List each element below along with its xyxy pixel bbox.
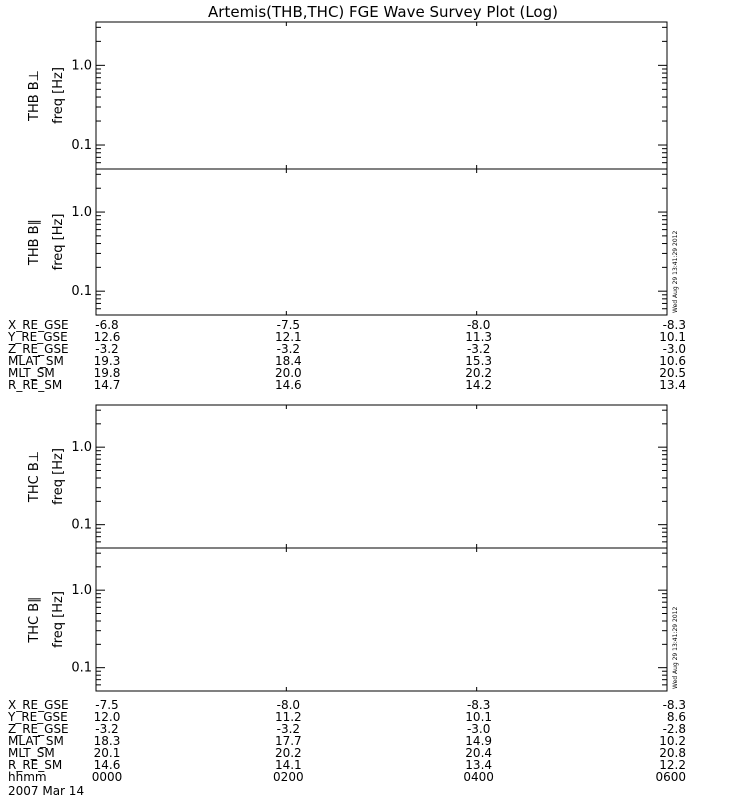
ephemeris-row-label: R_RE_SM xyxy=(8,758,63,772)
panel-unit-label: freq [Hz] xyxy=(51,591,66,648)
ephemeris-table-1 xyxy=(7,698,686,784)
ephemeris-row-label: hhmm xyxy=(8,770,47,784)
ephemeris-tables xyxy=(7,318,686,784)
ephemeris-value: 19.8 xyxy=(93,366,121,380)
ephemeris-value: 13.4 xyxy=(465,758,493,772)
ephemeris-value: 14.2 xyxy=(465,378,493,392)
ephemeris-value: 12.2 xyxy=(659,758,686,772)
ephemeris-value: 20.8 xyxy=(659,746,686,760)
ephemeris-value: -3.0 xyxy=(466,722,491,736)
ephemeris-row-label: Y_RE_GSE xyxy=(8,330,68,344)
ephemeris-value: 20.1 xyxy=(93,746,121,760)
panel-frame xyxy=(96,405,667,548)
y-tick-label: 0.1 xyxy=(71,138,92,154)
ephemeris-row-label: R_RE_SM xyxy=(8,378,63,392)
ephemeris-value: -8.0 xyxy=(466,318,491,332)
ephemeris-row-label: MLAT_SM xyxy=(8,734,64,748)
ephemeris-value: 20.0 xyxy=(274,366,302,380)
panel-0 xyxy=(27,22,667,169)
y-tick-label: 1.0 xyxy=(71,583,92,599)
ephemeris-value: -8.0 xyxy=(276,698,301,712)
ephemeris-value: 8.6 xyxy=(666,710,686,724)
panel-unit-label: freq [Hz] xyxy=(51,213,66,271)
ephemeris-row-label: X_RE_GSE xyxy=(8,318,69,332)
panel-probe-label: THC B∥ xyxy=(27,596,42,643)
panel-1 xyxy=(27,169,667,315)
ephemeris-value: 14.6 xyxy=(93,758,121,772)
y-tick-label: 1.0 xyxy=(71,205,92,221)
ephemeris-value: 12.1 xyxy=(274,330,302,344)
panel-unit-label: freq [Hz] xyxy=(51,448,66,505)
ephemeris-value: 20.4 xyxy=(465,746,493,760)
ephemeris-value: -7.5 xyxy=(276,318,301,332)
ephemeris-value: -3.0 xyxy=(662,342,686,356)
ephemeris-value: -8.3 xyxy=(662,318,686,332)
ephemeris-row-label: X_RE_GSE xyxy=(8,698,69,712)
ephemeris-value: 11.2 xyxy=(274,710,302,724)
ephemeris-value: -3.2 xyxy=(95,722,119,736)
figure-title: Artemis(THB,THC) FGE Wave Survey Plot (Log) xyxy=(208,3,558,21)
ephemeris-row-label: Z_RE_GSE xyxy=(8,342,69,356)
ephemeris-value: -3.2 xyxy=(276,722,301,736)
y-tick-label: 1.0 xyxy=(71,440,92,456)
panel-frame xyxy=(96,548,667,691)
ephemeris-value: 0200 xyxy=(273,770,304,784)
panel-3 xyxy=(27,548,667,691)
timestamp-label: Wed Aug 29 13:41:29 2012 xyxy=(672,606,679,689)
y-tick-label: 0.1 xyxy=(71,284,92,300)
ephemeris-value: -3.2 xyxy=(466,342,491,356)
ephemeris-value: -3.2 xyxy=(95,342,119,356)
ephemeris-row-label: MLT_SM xyxy=(8,746,55,760)
ephemeris-table-0 xyxy=(7,318,686,392)
ephemeris-value: 14.6 xyxy=(274,378,302,392)
ephemeris-value: 10.1 xyxy=(465,710,493,724)
panel-probe-label: THB B⊥ xyxy=(27,69,42,122)
ephemeris-value: -6.8 xyxy=(95,318,119,332)
ephemeris-value: 10.1 xyxy=(659,330,686,344)
ephemeris-value: 18.3 xyxy=(93,734,121,748)
panel-2 xyxy=(27,405,667,548)
ephemeris-value: 11.3 xyxy=(465,330,493,344)
ephemeris-row-label: MLAT_SM xyxy=(8,354,64,368)
ephemeris-value: 10.2 xyxy=(659,734,686,748)
y-tick-label: 0.1 xyxy=(71,660,92,676)
date-label: 2007 Mar 14 xyxy=(8,784,85,798)
ephemeris-value: -8.3 xyxy=(662,698,686,712)
panel-frame xyxy=(96,22,667,169)
panel-probe-label: THC B⊥ xyxy=(27,450,42,503)
ephemeris-value: 14.9 xyxy=(465,734,493,748)
ephemeris-value: 0600 xyxy=(655,770,686,784)
panels xyxy=(27,22,679,691)
ephemeris-value: 19.3 xyxy=(93,354,121,368)
ephemeris-value: 20.5 xyxy=(659,366,686,380)
ephemeris-row-label: Y_RE_GSE xyxy=(8,710,68,724)
ephemeris-value: -8.3 xyxy=(466,698,491,712)
panel-probe-label: THB B∥ xyxy=(27,218,42,266)
ephemeris-value: 0000 xyxy=(91,770,123,784)
ephemeris-value: -2.8 xyxy=(662,722,686,736)
ephemeris-value: 20.2 xyxy=(465,366,493,380)
ephemeris-value: 14.1 xyxy=(274,758,302,772)
panel-unit-label: freq [Hz] xyxy=(51,67,66,124)
ephemeris-value: 14.7 xyxy=(93,378,121,392)
ephemeris-row-label: Z_RE_GSE xyxy=(8,722,69,736)
timestamp-label: Wed Aug 29 13:41:29 2012 xyxy=(672,230,679,313)
ephemeris-value: 13.4 xyxy=(659,378,686,392)
ephemeris-value: 12.0 xyxy=(93,710,121,724)
ephemeris-value: -3.2 xyxy=(276,342,301,356)
panel-frame xyxy=(96,169,667,315)
ephemeris-value: -7.5 xyxy=(95,698,119,712)
ephemeris-value: 0400 xyxy=(463,770,494,784)
ephemeris-value: 20.2 xyxy=(274,746,302,760)
y-tick-label: 1.0 xyxy=(71,58,92,74)
ephemeris-value: 15.3 xyxy=(465,354,493,368)
ephemeris-value: 10.6 xyxy=(659,354,686,368)
ephemeris-value: 17.7 xyxy=(274,734,302,748)
ephemeris-value: 12.6 xyxy=(93,330,121,344)
y-tick-label: 0.1 xyxy=(71,517,92,533)
ephemeris-value: 18.4 xyxy=(274,354,302,368)
ephemeris-row-label: MLT_SM xyxy=(8,366,55,380)
